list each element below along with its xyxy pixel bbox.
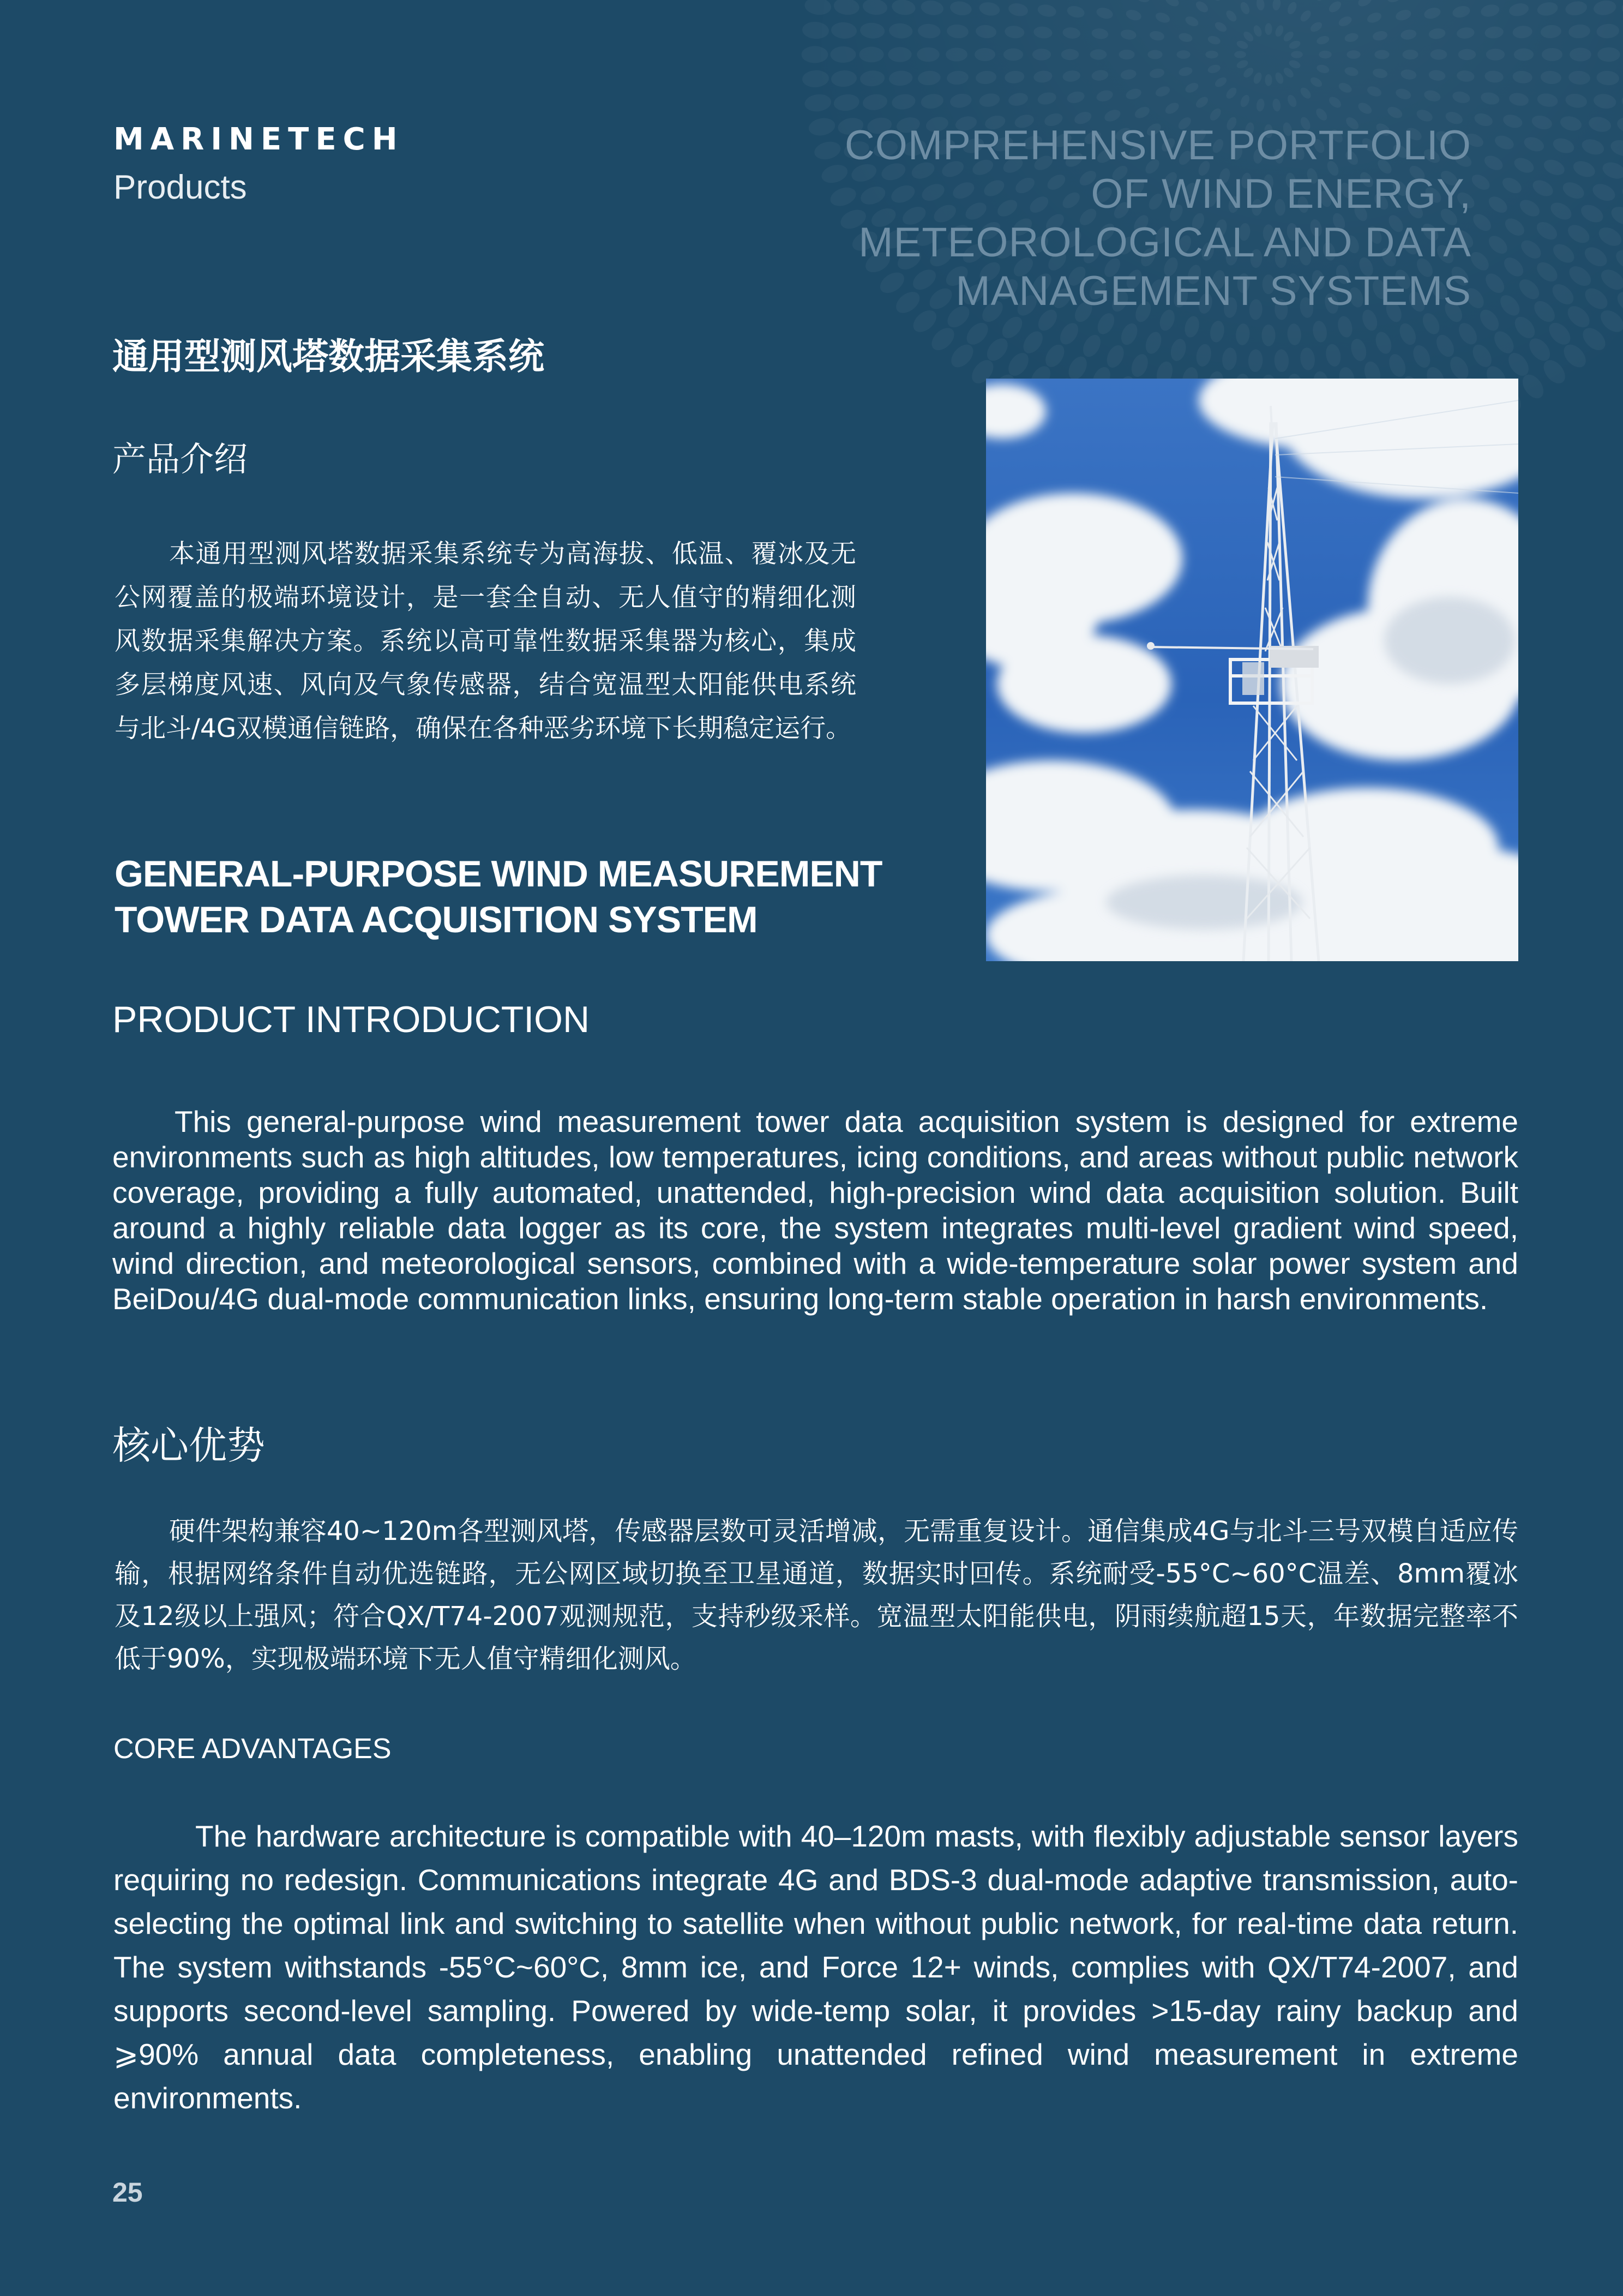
english-advantages-heading: CORE ADVANTAGES bbox=[113, 1733, 392, 1765]
wind-tower-photo bbox=[986, 379, 1518, 961]
page-number: 25 bbox=[112, 2177, 143, 2208]
english-product-title: GENERAL-PURPOSE WIND MEASUREMENT TOWER DATA ACQUISITION SYSTEM bbox=[115, 853, 882, 940]
chinese-advantages-body: 硬件架构兼容40~120m各型测风塔，传感器层数可灵活增减，无需重复设计。通信集成4G与北斗三号双模自适应传输，根据网络条件自动优选链路，无公网区域切换至卫星通道，数据实时回传。系统耐受-55°C~60°C温差、8mm覆冰及12级以上强风；符合QX/T74-2007观测规范，支持秒级采样。宽温型太阳能供电，阴雨续航超15天，年数据完整率不低于90%，实现极端环境下无人值守精细化测风。 bbox=[115, 1516, 1518, 1674]
english-intro-body: This general-purpose wind measurement tower data acquisition system is designed for extreme environments such as high altitudes, low temperatures, icing conditions, and areas without public network coverage, providing a fully automated, unattended, high-precision wind data acquisition solution. Built around a highly reliable data logger as its core, the system integrates multi-level gradient wind speed, wind direction, and meteorological sensors, combined with a wide-temperature solar power system and BeiDou/4G dual-mode communication links, ensuring long-term stable operation in harsh environments. bbox=[112, 1105, 1518, 1316]
chinese-advantages-heading: 核心优势 bbox=[112, 1423, 265, 1468]
section-label: Products bbox=[113, 169, 247, 206]
portfolio-heading: COMPREHENSIVE PORTFOLIO OF WIND ENERGY, METEOROLOGICAL AND DATA MANAGEMENT SYSTEMS bbox=[844, 122, 1471, 314]
chinese-intro-heading: 产品介绍 bbox=[112, 439, 248, 479]
english-intro-heading: PRODUCT INTRODUCTION bbox=[112, 999, 590, 1040]
brand-block bbox=[113, 124, 452, 207]
brand-logo: MARINETECH bbox=[113, 122, 404, 157]
english-advantages-body: The hardware architecture is compatible with 40–120m masts, with flexibly adjustable sensor layers requiring no redesign. Communications integrate 4G and BDS-3 dual-mode adaptive transmission, auto-selecting the optimal link and switching to satellite when without public network, for real-time data return. The system withstands -55°C~60°C, 8mm ice, and Force 12+ winds, complies with QX/T74-2007, and supports second-level sampling. Powered by wide-temp solar, it provides >15-day rainy backup and ⩾90% annual data completeness, enabling unattended refined wind measurement in extreme environments. bbox=[113, 1819, 1518, 2115]
chinese-product-title: 通用型测风塔数据采集系统 bbox=[112, 335, 544, 377]
chinese-intro-body: 本通用型测风塔数据采集系统专为高海拔、低温、覆冰及无公网覆盖的极端环境设计，是一套全自动、无人值守的精细化测风数据采集解决方案。系统以高可靠性数据采集器为核心，集成多层梯度风速、风向及气象传感器，结合宽温型太阳能供电系统与北斗/4G双模通信链路，确保在各种恶劣环境下长期稳定运行。 bbox=[115, 539, 856, 744]
